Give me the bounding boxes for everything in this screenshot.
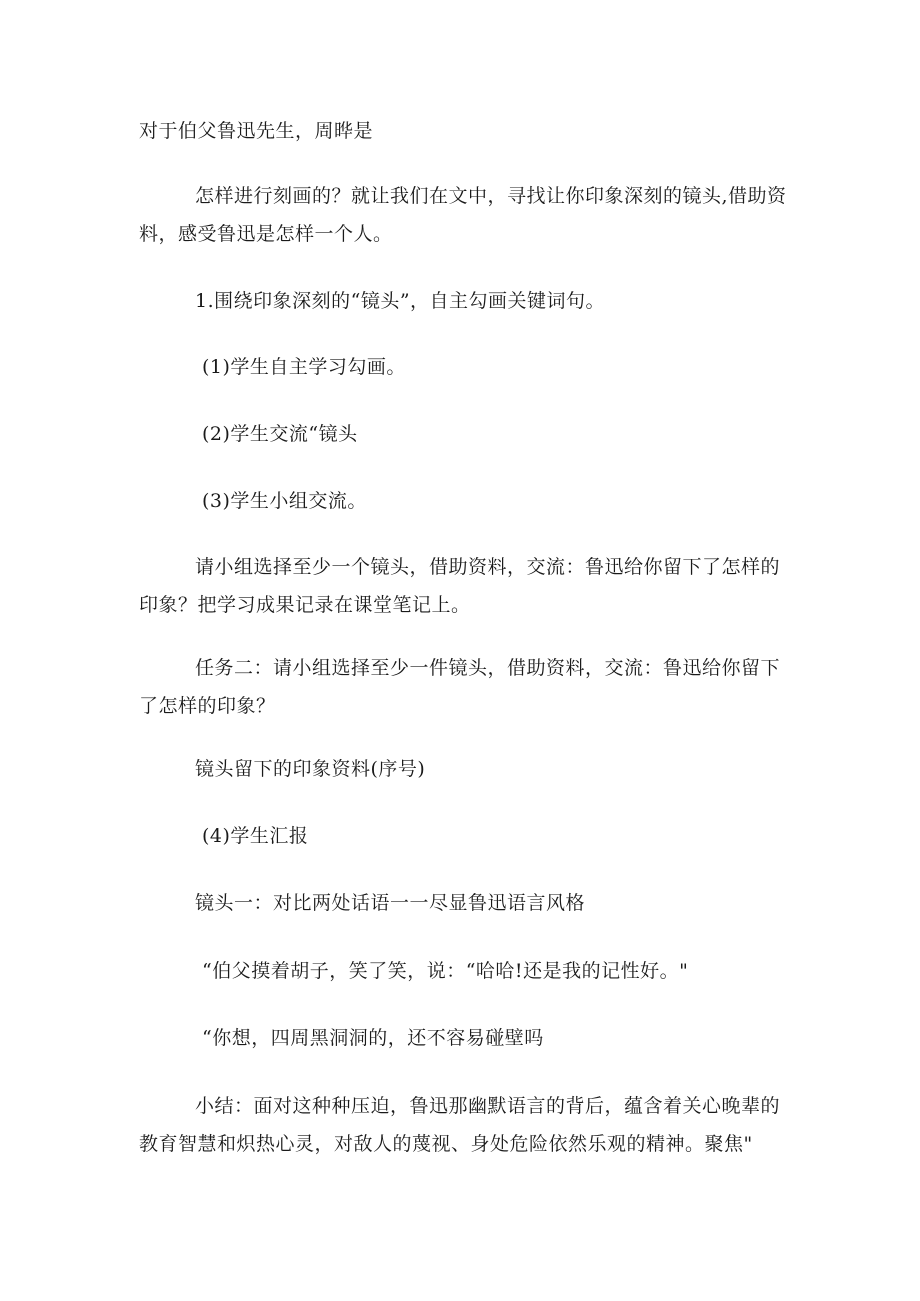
- quote-line: “伯父摸着胡子，笑了笑，说：“哈哈!还是我的记性好。": [202, 960, 689, 982]
- section-heading: 镜头一：对比两处话语一一尽显鲁迅语言风格: [195, 892, 586, 914]
- quote-line: “你想，四周黑洞洞的，还不容易碰壁吗: [202, 1027, 544, 1049]
- paragraph: 小结：面对这种种压迫，鲁迅那幽默语言的背后，蕴含着关心晚辈的教育智慧和炽热心灵，对敌人的蔑视、身处危险依然乐观的精神。聚焦": [139, 1095, 781, 1155]
- list-item: (1)学生自主学习勾画。: [202, 356, 406, 378]
- text-line: 镜头留下的印象资料(序号): [195, 758, 426, 780]
- paragraph: 任务二：请小组选择至少一件镜头，借助资料，交流：鲁迅给你留下了怎样的印象？: [139, 657, 781, 717]
- list-item: (2)学生交流“镜头: [202, 423, 358, 445]
- list-item: (4)学生汇报: [202, 825, 309, 847]
- paragraph: 怎样进行刻画的？就让我们在文中，寻找让你印象深刻的镜头,借助资料，感受鲁迅是怎样一个人。: [139, 185, 787, 245]
- text-line: 对于伯父鲁迅先生，周晔是: [139, 120, 374, 142]
- paragraph: 请小组选择至少一个镜头，借助资料，交流：鲁迅给你留下了怎样的印象？把学习成果记录在课堂笔记上。: [139, 556, 781, 616]
- list-item: (3)学生小组交流。: [202, 490, 367, 512]
- numbered-heading: 1.围绕印象深刻的“镜头”，自主勾画关键词句。: [195, 290, 606, 312]
